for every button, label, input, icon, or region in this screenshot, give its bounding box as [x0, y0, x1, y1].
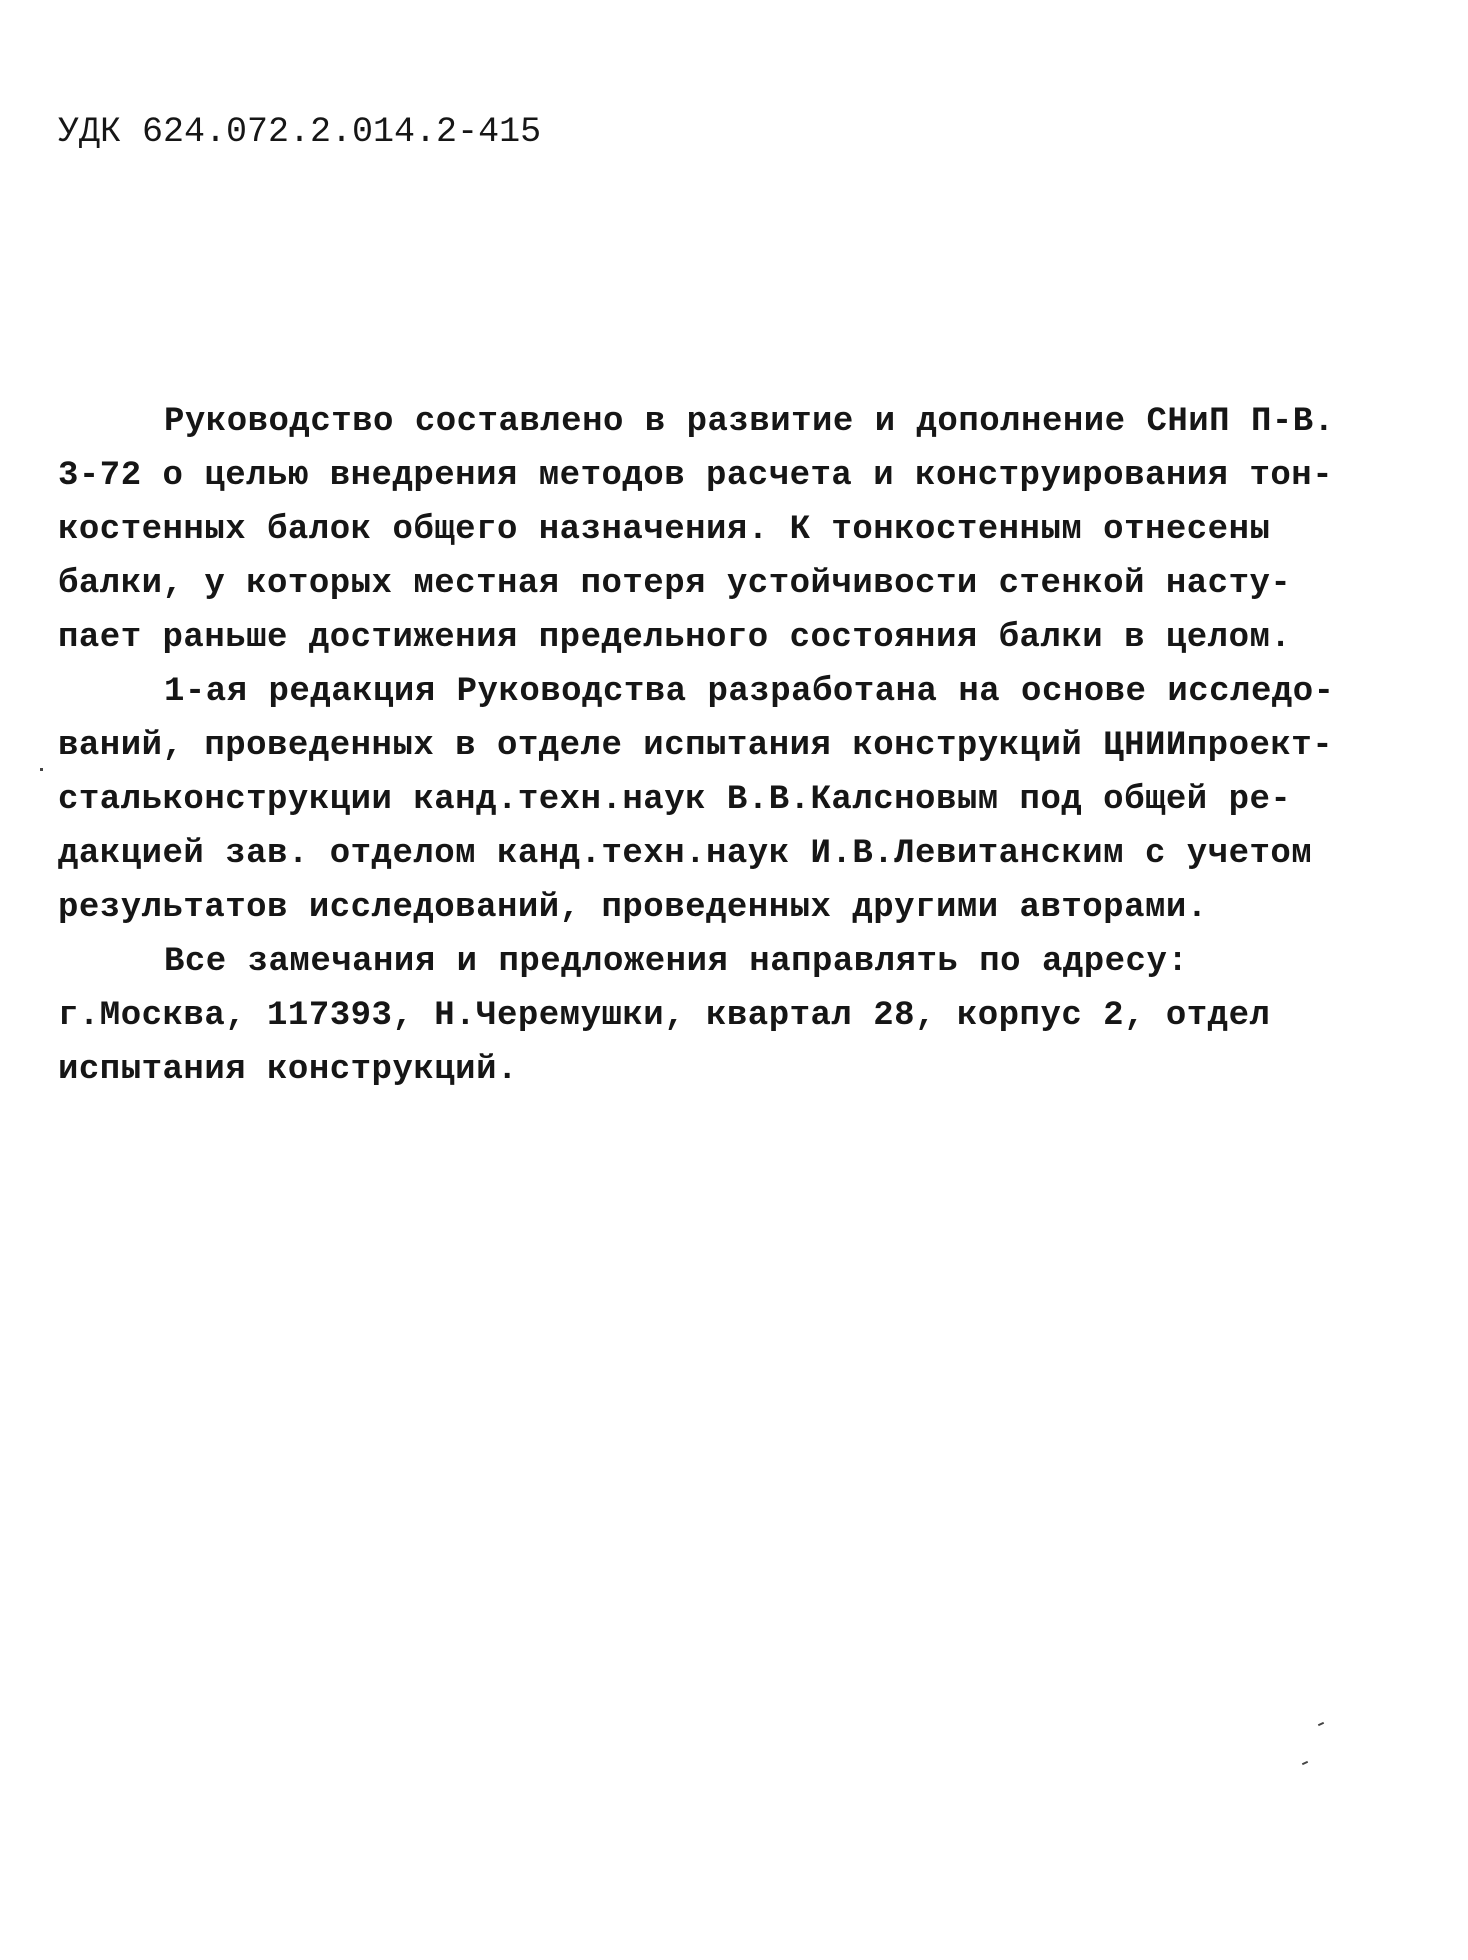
scan-speck — [1318, 1722, 1324, 1726]
text-line: 1-ая редакция Руководства разработана на основе исследо- — [164, 673, 1335, 711]
text-line: ваний, проведенных в отделе испытания конструкций ЦНИИпроект- — [58, 727, 1334, 765]
scan-speck — [40, 768, 43, 771]
text-line: дакцией зав. отделом канд.техн.наук И.В.Левитанским с учетом — [58, 835, 1313, 873]
paragraph-3 — [58, 935, 1378, 1097]
scan-speck — [1302, 1761, 1308, 1765]
text-line: Руководство составлено в развитие и дополнение СНиП П-В. — [164, 403, 1335, 441]
text-line: г.Москва, 117393, Н.Черемушки, квартал 28, корпус 2, отдел — [58, 997, 1271, 1035]
text-line: 3-72 о целью внедрения методов расчета и конструирования тон- — [58, 457, 1334, 495]
paragraph-1 — [58, 395, 1378, 665]
udk-code: УДК 624.072.2.014.2-415 — [58, 112, 542, 152]
body-text — [58, 395, 1378, 1097]
text-line: пает раньше достижения предельного состояния балки в целом. — [58, 619, 1292, 657]
text-line: балки, у которых местная потеря устойчивости стенкой насту- — [58, 565, 1292, 603]
text-line: костенных балок общего назначения. К тонкостенным отнесены — [58, 511, 1271, 549]
text-line: испытания конструкций. — [58, 1051, 518, 1089]
text-line: результатов исследований, проведенных другими авторами. — [58, 889, 1208, 927]
paragraph-2 — [58, 665, 1378, 935]
text-line: Все замечания и предложения направлять по адресу: — [164, 943, 1189, 981]
text-line: стальконструкции канд.техн.наук В.В.Калсновым под общей ре- — [58, 781, 1292, 819]
